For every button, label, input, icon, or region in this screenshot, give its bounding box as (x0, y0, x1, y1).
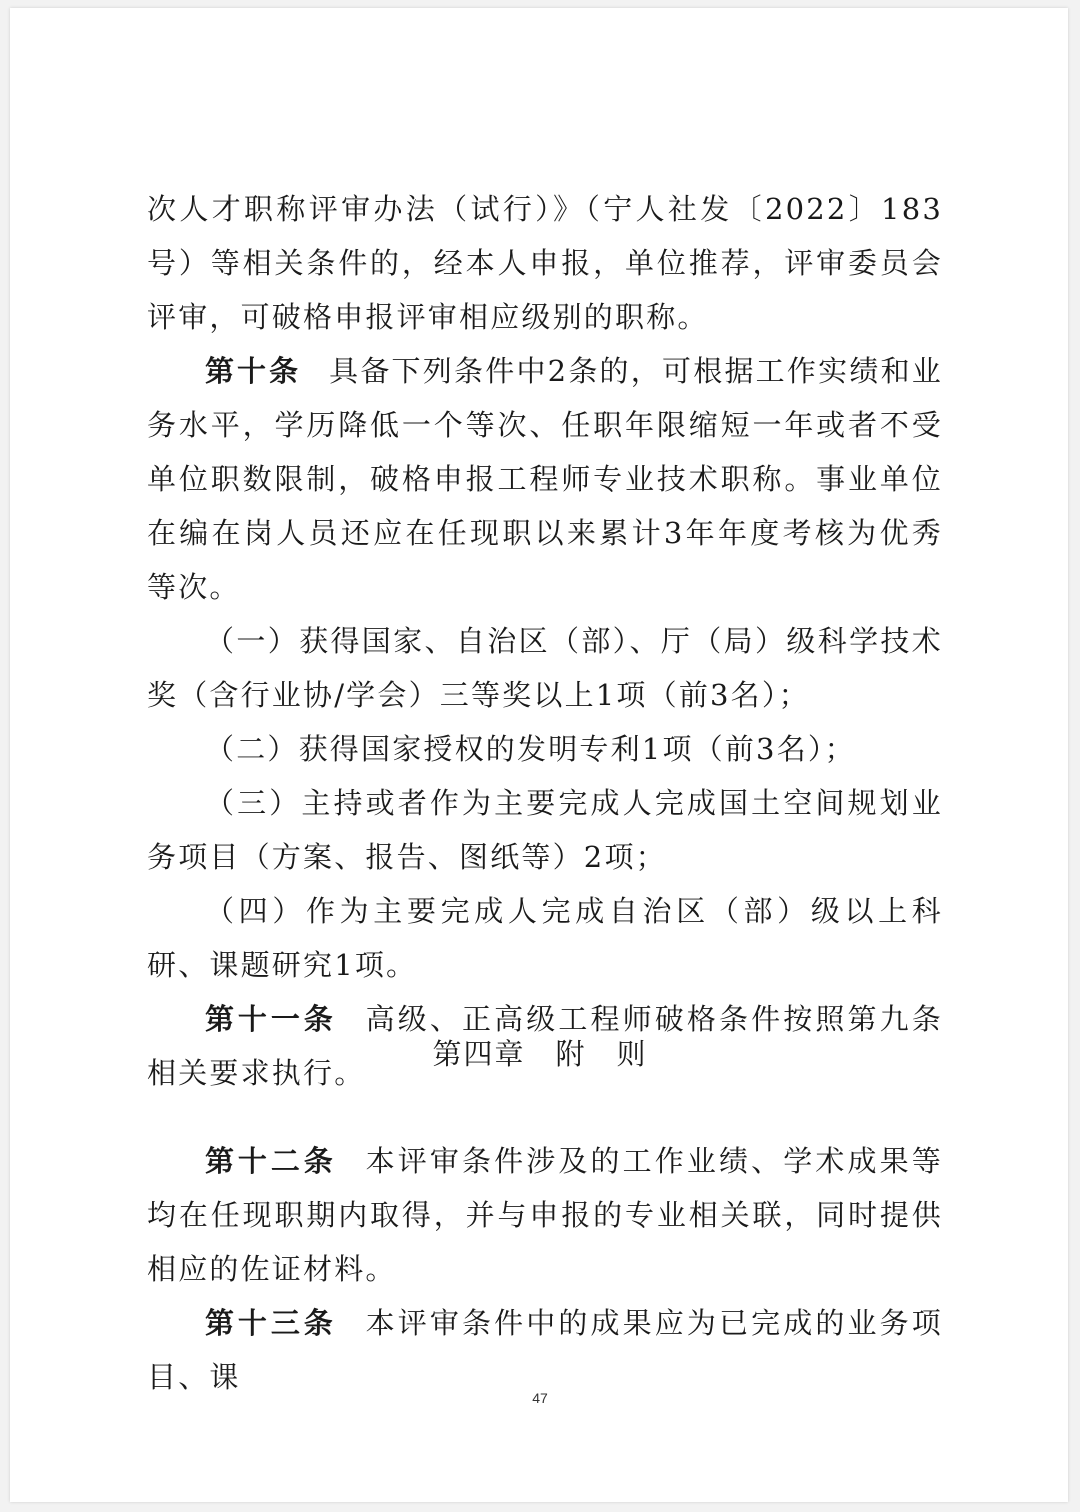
article-10 (147, 344, 943, 614)
article-10-item-2: （二）获得国家授权的发明专利1项（前3名）； (205, 732, 856, 766)
article-13-text: 本评审条件中的成果应为已完成的业务项目、课 (147, 1306, 943, 1394)
chapter-name-2: 则 (616, 1037, 648, 1071)
article-10-item-1: （一）获得国家、自治区（部）、厅（局）级科学技术奖（含行业协/学会）三等奖以上1项（前3名）； (147, 624, 943, 712)
chapter-title (0, 1032, 1080, 1073)
article-13 (147, 1296, 943, 1404)
article-11-heading: 第十一条 (205, 1002, 337, 1036)
chapter-number: 第四章 (432, 1037, 526, 1071)
chapter-name-1: 附 (555, 1037, 587, 1071)
article-10-heading: 第十条 (205, 354, 302, 388)
article-13-heading: 第十三条 (205, 1306, 337, 1340)
article-12-text: 本评审条件涉及的工作业绩、学术成果等均在任现职期内取得，并与申报的专业相关联，同时提供相应的佐证材料。 (147, 1144, 943, 1286)
article-12 (147, 1134, 943, 1296)
paragraph-continuation: 次人才职称评审办法（试行）》（宁人社发〔2022〕183号）等相关条件的，经本人申报，单位推荐，评审委员会评审，可破格申报评审相应级别的职称。 (147, 192, 943, 334)
article-12-heading: 第十二条 (205, 1144, 337, 1178)
article-11-text: 高级、正高级工程师破格条件按照第九条相关要求执行。 (147, 1002, 943, 1090)
article-10-item-4: （四）作为主要完成人完成自治区（部）级以上科研、课题研究1项。 (147, 894, 943, 982)
page-number: 47 (532, 1390, 548, 1406)
article-10-item-3: （三）主持或者作为主要完成人完成国土空间规划业务项目（方案、报告、图纸等）2项； (147, 786, 943, 874)
document-body-2 (147, 1134, 943, 1404)
document-body (147, 182, 943, 1100)
article-10-text: 具备下列条件中2条的，可根据工作实绩和业务水平，学历降低一个等次、任职年限缩短一年或者不受单位职数限制，破格申报工程师专业技术职称。事业单位在编在岗人员还应在任现职以来累计3年年度考核为优秀等次。 (147, 354, 943, 604)
